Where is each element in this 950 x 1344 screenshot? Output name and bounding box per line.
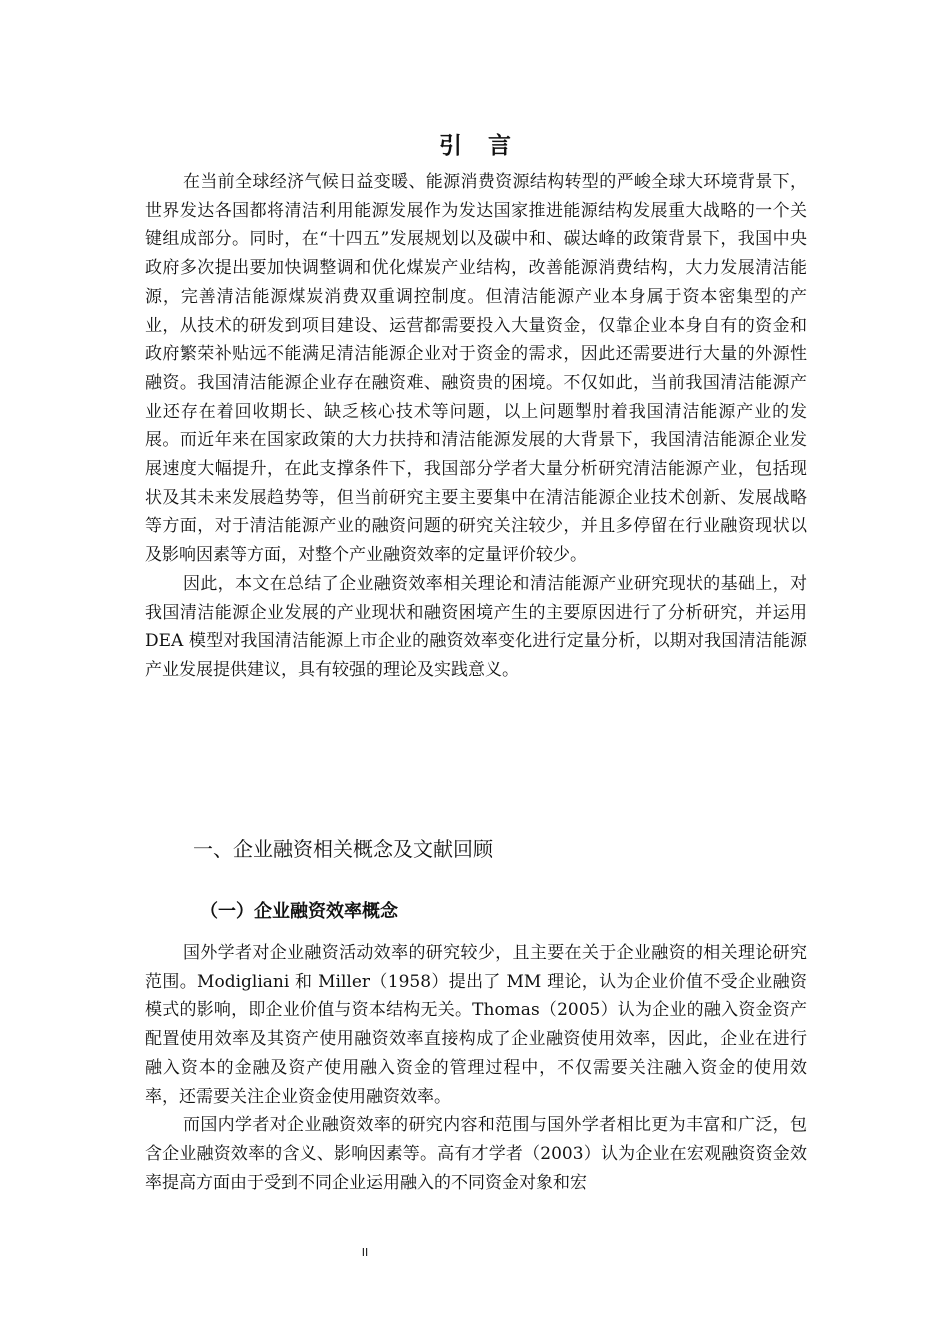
page-title: 引言 (439, 133, 537, 159)
section-heading: 一、企业融资相关概念及文献回顾 (193, 837, 493, 861)
intro-paragraph-2: 因此，本文在总结了企业融资效率相关理论和清洁能源产业研究现状的基础上，对我国清洁能源企业发展的产业现状和融资困境产生的主要原因进行了分析研究，并运用 DEA 模型对我国清洁能源上市企业的融资效率变化进行定量分析，以期对我国清洁能源产业发展提供建议，具有较强的理论及实践意义。 (145, 573, 807, 680)
body-paragraph-1: 国外学者对企业融资活动效率的研究较少，且主要在关于企业融资的相关理论研究范围。Modigliani 和 Miller（1958）提出了 MM 理论，认为企业价值不受企业融资模式的影响，即企业价值与资本结构无关。Thomas（2005）认为企业的融入资金资产配置使用效率及其资产使用融资效率直接构成了企业融资使用效率，因此，企业在进行融入资本的金融及资产使用融入资金的管理过程中，不仅需要关注融入资金的使用效率，还需要关注企业资金使用融资效率。 (145, 943, 807, 1107)
page-number: II (361, 1246, 369, 1259)
subsection-heading: （一）企业融资效率概念 (200, 901, 398, 922)
body-paragraph-2: 而国内学者对企业融资效率的研究内容和范围与国外学者相比更为丰富和广泛，包含企业融资效率的含义、影响因素等。高有才学者（2003）认为企业在宏观融资资金效率提高方面由于受到不同企业运用融入的不同资金对象和宏 (145, 1115, 807, 1193)
subsection-body (145, 939, 807, 1197)
intro-section (145, 168, 807, 685)
intro-paragraph-1: 在当前全球经济气候日益变暖、能源消费资源结构转型的严峻全球大环境背景下，世界发达各国都将清洁利用能源发展作为发达国家推进能源结构发展重大战略的一个关键组成部分。同时，在“十四五”发展规划以及碳中和、碳达峰的政策背景下，我国中央政府多次提出要加快调整调和优化煤炭产业结构，改善能源消费结构，大力发展清洁能源，完善清洁能源煤炭消费双重调控制度。但清洁能源产业本身属于资本密集型的产业，从技术的研发到项目建设、运营都需要投入大量资金，仅靠企业本身自有的资金和政府繁荣补贴远不能满足清洁能源企业对于资金的需求，因此还需要进行大量的外源性融资。我国清洁能源企业存在融资难、融资贵的困境。不仅如此，当前我国清洁能源产业还存在着回收期长、缺乏核心技术等问题，以上问题掣肘着我国清洁能源产业的发展。而近年来在国家政策的大力扶持和清洁能源发展的大背景下，我国清洁能源企业发展速度大幅提升，在此支撑条件下，我国部分学者大量分析研究清洁能源产业，包括现状及其未来发展趋势等，但当前研究主要主要集中在清洁能源企业技术创新、发展战略等方面，对于清洁能源产业的融资问题的研究关注较少，并且多停留在行业融资现状以及影响因素等方面，对整个产业融资效率的定量评价较少。 (145, 172, 807, 566)
